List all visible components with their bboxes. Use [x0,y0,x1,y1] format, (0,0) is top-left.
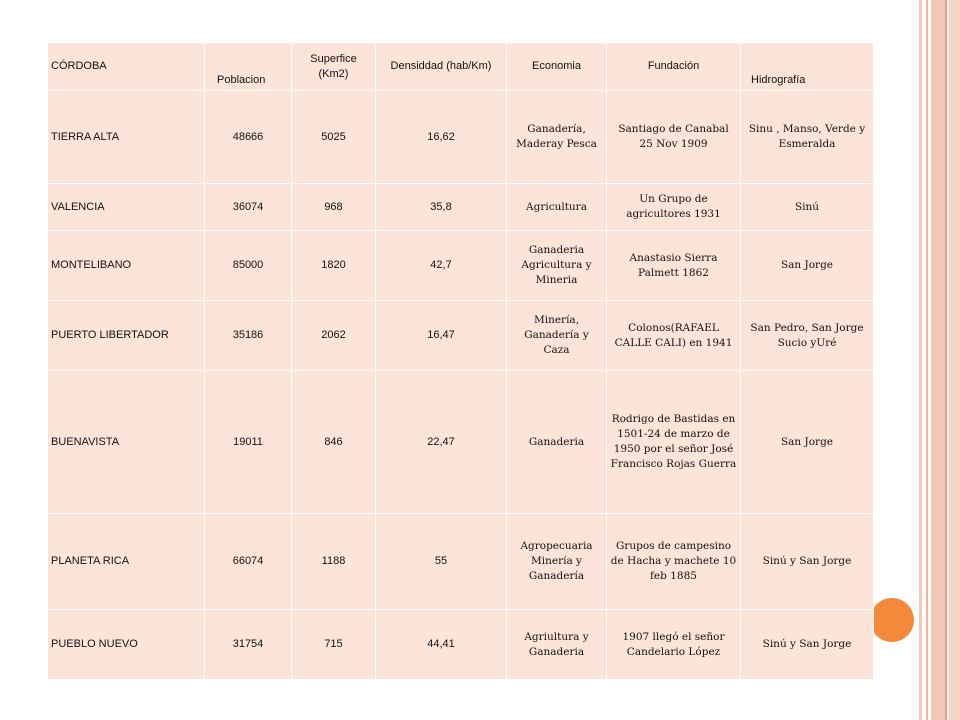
header-density: Densiddad (hab/Km) [376,43,507,91]
table-row [48,610,874,680]
header-area: Superfice (Km2) [292,43,376,91]
population-value: 35186 [205,301,292,371]
header-region: CÓRDOBA [48,43,205,91]
density-value: 22,47 [376,371,507,514]
municipality-name: PUERTO LIBERTADOR [48,301,205,371]
economy-value: Ganaderia [507,371,607,514]
density-value: 16,62 [376,91,507,184]
municipality-name: PLANETA RICA [48,514,205,610]
economy-value: Agricultura [507,184,607,231]
economy-value: Agropecuaria Minería y Ganadería [507,514,607,610]
population-value: 31754 [205,610,292,680]
municipality-name: MONTELIBANO [48,231,205,301]
economy-value: Ganaderia Agricultura y Mineria [507,231,607,301]
table-row [48,184,874,231]
population-value: 85000 [205,231,292,301]
header-economy: Economia [507,43,607,91]
founding-value: Colonos(RAFAEL CALLE CALI) en 1941 [607,301,741,371]
header-founding: Fundación [607,43,741,91]
area-value: 1188 [292,514,376,610]
decorative-stripe [926,0,928,720]
hydrography-value: Sinú y San Jorge [741,514,874,610]
economy-value: Minería, Ganadería y Caza [507,301,607,371]
hydrography-value: San Pedro, San Jorge Sucio yUré [741,301,874,371]
population-value: 66074 [205,514,292,610]
area-value: 2062 [292,301,376,371]
economy-value: Ganadería, Maderay Pesca [507,91,607,184]
area-value: 715 [292,610,376,680]
hydrography-value: Sinu , Manso, Verde y Esmeralda [741,91,874,184]
municipalities-table [47,42,874,680]
founding-value: Santiago de Canabal 25 Nov 1909 [607,91,741,184]
table-row [48,371,874,514]
density-value: 35,8 [376,184,507,231]
density-value: 42,7 [376,231,507,301]
population-value: 36074 [205,184,292,231]
decorative-circle [870,598,914,642]
decorative-stripe [919,0,922,720]
decorative-stripe [949,0,960,720]
header-population: Poblacion [205,43,292,91]
table-row [48,231,874,301]
area-value: 5025 [292,91,376,184]
header-hydrography: Hidrografía [741,43,874,91]
table-row [48,514,874,610]
founding-value: Grupos de campesino de Hacha y machete 10 feb 1885 [607,514,741,610]
hydrography-value: San Jorge [741,371,874,514]
area-value: 846 [292,371,376,514]
founding-value: Anastasio Sierra Palmett 1862 [607,231,741,301]
decorative-stripe [945,0,947,720]
header-row [48,43,874,91]
economy-value: Agriultura y Ganaderia [507,610,607,680]
hydrography-value: San Jorge [741,231,874,301]
founding-value: Rodrigo de Bastidas en 1501-24 de marzo de 1950 por el señor José Francisco Rojas Guerra [607,371,741,514]
density-value: 16,47 [376,301,507,371]
decorative-stripe [931,0,945,720]
hydrography-value: Sinú y San Jorge [741,610,874,680]
population-value: 48666 [205,91,292,184]
table-row [48,301,874,371]
density-value: 44,41 [376,610,507,680]
municipality-name: BUENAVISTA [48,371,205,514]
area-value: 968 [292,184,376,231]
founding-value: Un Grupo de agricultores 1931 [607,184,741,231]
density-value: 55 [376,514,507,610]
municipality-name: TIERRA ALTA [48,91,205,184]
population-value: 19011 [205,371,292,514]
area-value: 1820 [292,231,376,301]
table-row [48,91,874,184]
hydrography-value: Sinú [741,184,874,231]
founding-value: 1907 llegó el señor Candelario López [607,610,741,680]
municipality-name: PUEBLO NUEVO [48,610,205,680]
municipality-name: VALENCIA [48,184,205,231]
